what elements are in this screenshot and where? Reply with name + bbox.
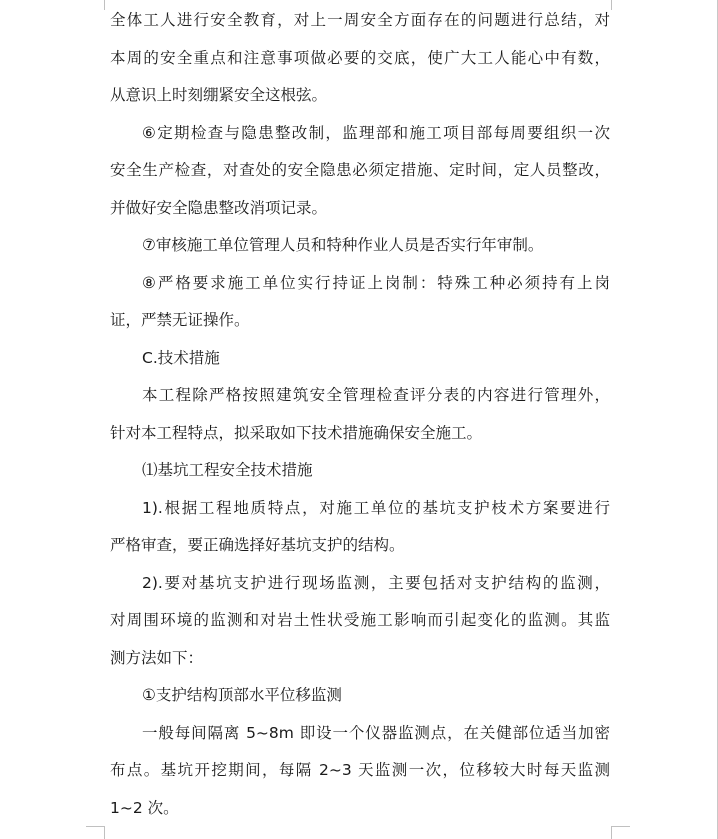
text-line: 本周的安全重点和注意事项做必要的交底，使广大工人能心中有数， xyxy=(110,48,610,67)
crop-mark-bottom-left-horizontal xyxy=(86,826,104,827)
text-line: 针对本工程特点，拟采取如下技术措施确保安全施工。 xyxy=(110,423,483,442)
crop-mark-top-right xyxy=(611,0,612,10)
text-line: 1~2 次。 xyxy=(110,798,179,817)
text-line: 布点。基坑开挖期间，每隔 2~3 天监测一次，位移较大时每天监测 xyxy=(110,761,610,779)
text-line: 全体工人进行安全教育，对上一周安全方面存在的问题进行总结，对 xyxy=(110,11,610,29)
text-line: 对周围环境的监测和对岩土性状受施工影响而引起变化的监测。其监 xyxy=(110,611,610,629)
text-line: 并做好安全隐患整改消项记录。 xyxy=(110,198,328,217)
crop-mark-top-left xyxy=(104,0,105,10)
text-line: 本工程除严格按照建筑安全管理检查评分表的内容进行管理外， xyxy=(142,386,610,404)
text-line: ⑴基坑工程安全技术措施 xyxy=(142,461,313,479)
crop-mark-bottom-right-horizontal xyxy=(612,826,630,827)
text-line: 证，严禁无证操作。 xyxy=(110,311,250,329)
text-line: 一般每间隔离 5~8m 即设一个仪器监测点，在关健部位适当加密 xyxy=(142,723,610,742)
text-line: ①支护结构顶部水平位移监测 xyxy=(142,686,342,704)
crop-mark-bottom-left-vertical xyxy=(104,826,105,839)
text-line: C.技术措施 xyxy=(142,348,220,367)
text-line: 测方法如下： xyxy=(110,648,204,667)
crop-mark-bottom-right-vertical xyxy=(611,826,612,839)
document-body xyxy=(110,2,610,827)
text-line: ⑧严格要求施工单位实行持证上岗制：特殊工种必须持有上岗 xyxy=(142,273,610,292)
text-line: 从意识上时刻绷紧安全这根弦。 xyxy=(110,86,328,104)
text-line: 2).要对基坑支护进行现场监测，主要包括对支护结构的监测， xyxy=(142,573,610,592)
text-line: ⑦审核施工单位管理人员和特种作业人员是否实行年审制。 xyxy=(142,236,544,254)
text-line: 严格审查，要正确选择好基坑支护的结构。 xyxy=(110,536,405,554)
text-line: 安全生产检查，对查处的安全隐患必须定措施、定时间，定人员整改， xyxy=(110,161,610,179)
text-line: ⑥定期检查与隐患整改制，监理部和施工项目部每周要组织一次 xyxy=(142,123,610,142)
text-line: 1).根据工程地质特点，对施工单位的基坑支护枝术方案要进行 xyxy=(142,498,610,517)
